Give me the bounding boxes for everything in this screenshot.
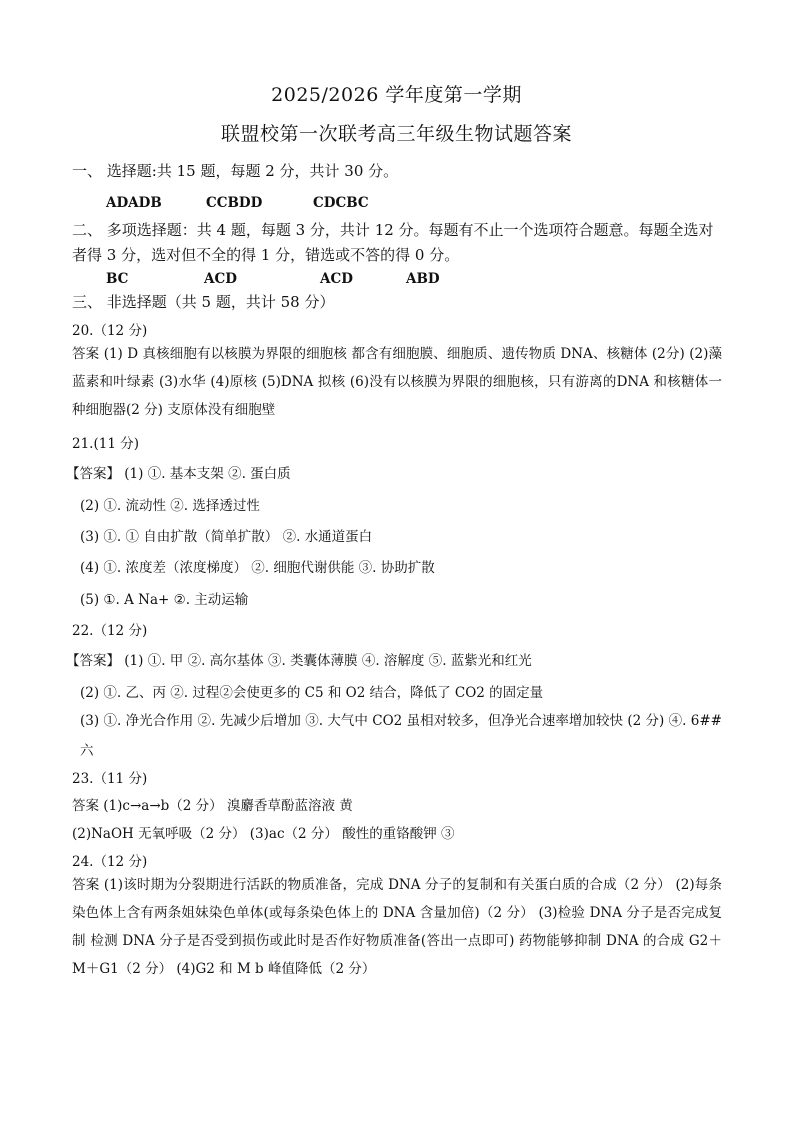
section2-answer-17: ACD: [204, 271, 237, 287]
section2-answer-18: ACD: [320, 271, 353, 287]
question-24-answer: 答案 (1)该时期为分裂期进行活跃的物质准备，完成 DNA 分子的复制和有关蛋白质的合成（2 分） (2)每条染色体上含有两条姐妹染色单体(或每条染色体上的 DNA 含量加倍)（2 分） (3)检验 DNA 分子是否完成复制 检测 DNA 分子是否受到损伤或此时是否作好物质准备(答出一点即可) 药物能够抑制 DNA 的合成 G2＋M＋G1（2 分） (4)G2 和 M b 峰值降低（2 分）: [72, 877, 722, 977]
term-heading: 2025/2026 学年度第一学期: [271, 84, 522, 106]
page-title: 联盟校第一次联考高三年级生物试题答案: [220, 123, 572, 145]
question-23-number: 23.（11 分): [72, 771, 148, 787]
question-22-line-2: (2) ①. 乙、丙 ②. 过程②会使更多的 C5 和 O2 结合，降低了 CO2 的固定量: [80, 685, 544, 701]
question-23-line-2: (2)NaOH 无氧呼吸（2 分） (3)ac（2 分） 酸性的重铬酸钾 ③: [72, 826, 455, 842]
section1-answer-group-1: ADADB: [106, 195, 162, 211]
section2-answer-16: BC: [106, 271, 129, 287]
question-21-number: 21.(11 分): [72, 436, 139, 452]
question-21-line-2: (2) ①. 流动性 ②. 选择透过性: [80, 498, 260, 514]
question-20-answer: 答案 (1) D 真核细胞有以核膜为界限的细胞核 都含有细胞膜、细胞质、遗传物质 DNA、核糖体 (2分) (2)藻蓝素和叶绿素 (3)水华 (4)原核 (5)DNA 拟核 (6)没有以核膜为界限的细胞核，只有游离的DNA 和核糖体一种细胞器(2 分) 支原体没有细胞壁: [72, 346, 722, 418]
section3-heading: 三、 非选择题（共 5 题，共计 58 分）: [72, 293, 335, 311]
question-21-line-1: 【答案】 (1) ①. 基本支架 ②. 蛋白质: [66, 466, 291, 482]
question-21-line-4: (4) ①. 浓度差（浓度梯度） ②. 细胞代谢供能 ③. 协助扩散: [80, 560, 435, 576]
question-21-line-3: (3) ①. ① 自由扩散（简单扩散） ②. 水通道蛋白: [80, 529, 373, 545]
question-23-line-1: 答案 (1)c→a→b（2 分） 溴麝香草酚蓝溶液 黄: [72, 798, 353, 814]
section1-heading: 一、 选择题:共 15 题，每题 2 分，共计 30 分。: [72, 162, 399, 180]
question-22-line-1: 【答案】 (1) ①. 甲 ②. 高尔基体 ③. 类囊体薄膜 ④. 溶解度 ⑤. 蓝紫光和红光: [66, 653, 532, 669]
question-24-number: 24.（12 分): [72, 854, 148, 870]
question-21-line-5: (5) ①. A Na+ ②. 主动运输: [80, 592, 249, 608]
question-22-number: 22.（12 分): [72, 623, 148, 639]
section2-heading: 二、 多项选择题：共 4 题，每题 3 分，共计 12 分。每题有不止一个选项符合题意。每题全选对者得 3 分，选对但不全的得 1 分，错选或不答的得 0 分。: [72, 221, 714, 264]
section1-answer-group-2: CCBDD: [206, 195, 263, 211]
section2-answer-19: ABD: [406, 271, 440, 287]
question-20-number: 20.（12 分): [72, 323, 148, 339]
section1-answer-group-3: CDCBC: [313, 195, 369, 211]
question-22-line-3: (3) ①. 净光合作用 ②. 先减少后增加 ③. 大气中 CO2 虽相对较多，但净光合速率增加较快 (2 分) ④. 6##六: [80, 713, 722, 759]
